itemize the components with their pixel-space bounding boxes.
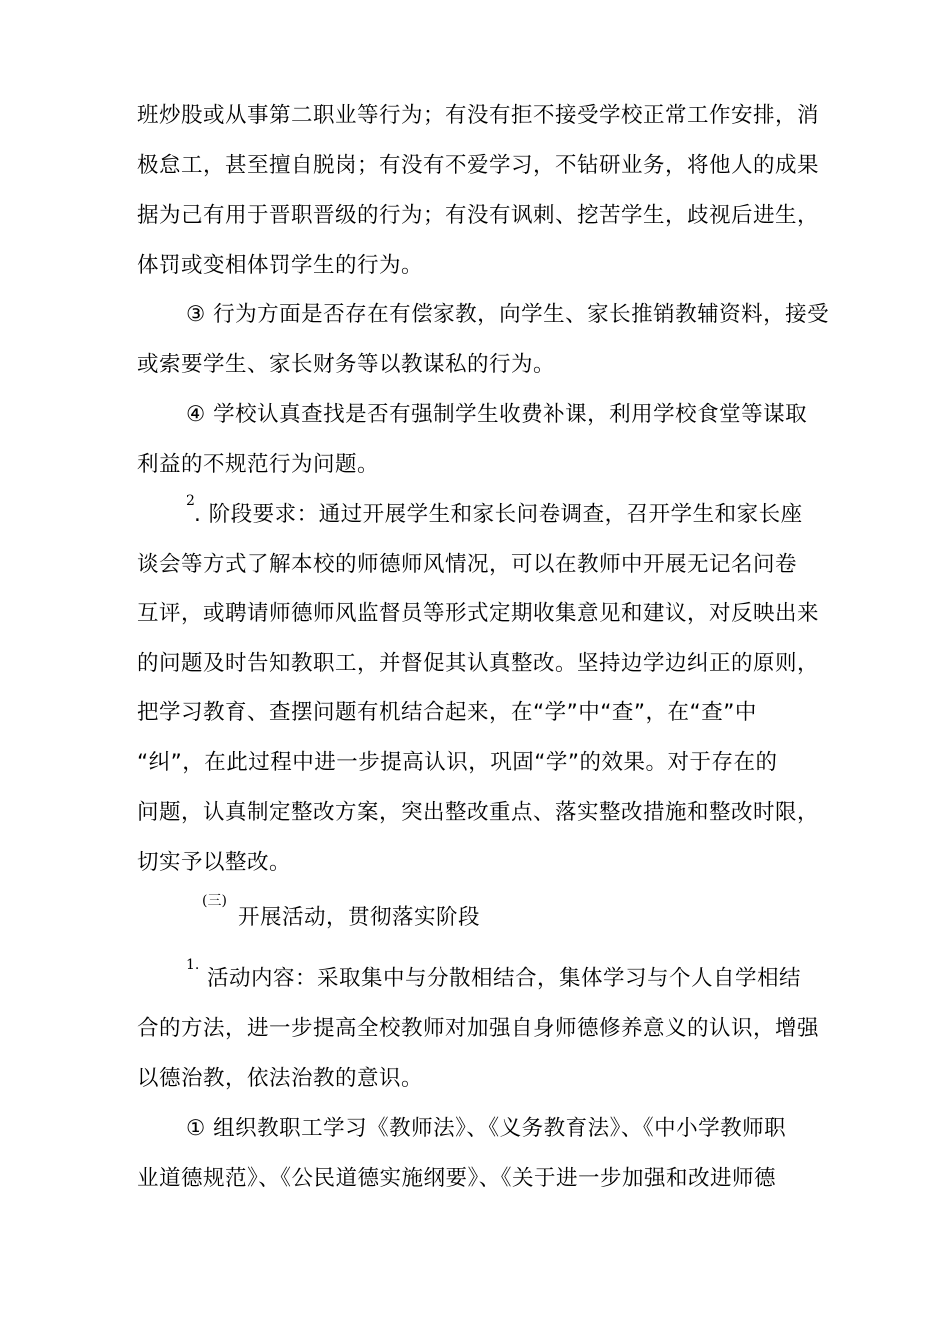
text-line: 互评，或聘请师德师风监督员等形式定期收集意见和建议，对反映出来	[137, 601, 820, 626]
text-line: 切实予以整改。	[137, 850, 292, 875]
text-line: 或索要学生、家长财务等以教谋私的行为。	[137, 352, 556, 377]
text-line: 的问题及时告知教职工，并督促其认真整改。坚持边学边纠正的原则，	[137, 651, 820, 676]
section-heading: 开展活动，贯彻落实阶段	[238, 905, 481, 930]
text-line: “纠”，在此过程中进一步提高认识，巩固“学”的效果。对于存在的	[137, 750, 778, 775]
activity-number: 1.	[186, 957, 200, 973]
stage-requirement-number: 2	[186, 493, 195, 509]
text-line: 把学习教育、查摆问题有机结合起来，在“学”中“查”，在“查”中	[137, 700, 757, 725]
text-line: 体罚或变相体罚学生的行为。	[137, 253, 424, 278]
text-line: 极怠工，甚至擅自脱岗；有没有不爱学习，不钻研业务，将他人的成果	[137, 153, 820, 178]
section-three-marker: (三)	[202, 893, 227, 909]
text-line: 班炒股或从事第二职业等行为；有没有拒不接受学校正常工作安排，消	[137, 103, 820, 128]
text-line: 业道德规范》、《公民道德实施纲要》、《关于进一步加强和改进师德	[137, 1166, 777, 1191]
text-line: 谈会等方式了解本校的师德师风情况，可以在教师中开展无记名问卷	[137, 552, 798, 577]
list-item-3: ③ 行为方面是否存在有偿家教，向学生、家长推销教辅资料，接受	[186, 302, 830, 327]
stage-requirement-heading: . 阶段要求：通过开展学生和家长问卷调查，召开学生和家长座	[194, 502, 803, 527]
text-line: 利益的不规范行为问题。	[137, 452, 380, 477]
activity-content-heading: 活动内容：采取集中与分散相结合，集体学习与个人自学相结	[207, 966, 802, 991]
text-line: 据为己有用于晋职晋级的行为；有没有讽刺、挖苦学生，歧视后进生，	[137, 203, 820, 228]
list-item-4: ④ 学校认真查找是否有强制学生收费补课，利用学校食堂等谋取	[186, 402, 808, 427]
text-line: 问题，认真制定整改方案，突出整改重点、落实整改措施和整改时限，	[137, 800, 820, 825]
list-item-1: ① 组织教职工学习《教师法》、《义务教育法》、《中小学教师职	[186, 1116, 787, 1141]
text-line: 以德治教，依法治教的意识。	[137, 1066, 424, 1091]
text-line: 合的方法，进一步提高全校教师对加强自身师德修养意义的认识，增强	[137, 1016, 820, 1041]
